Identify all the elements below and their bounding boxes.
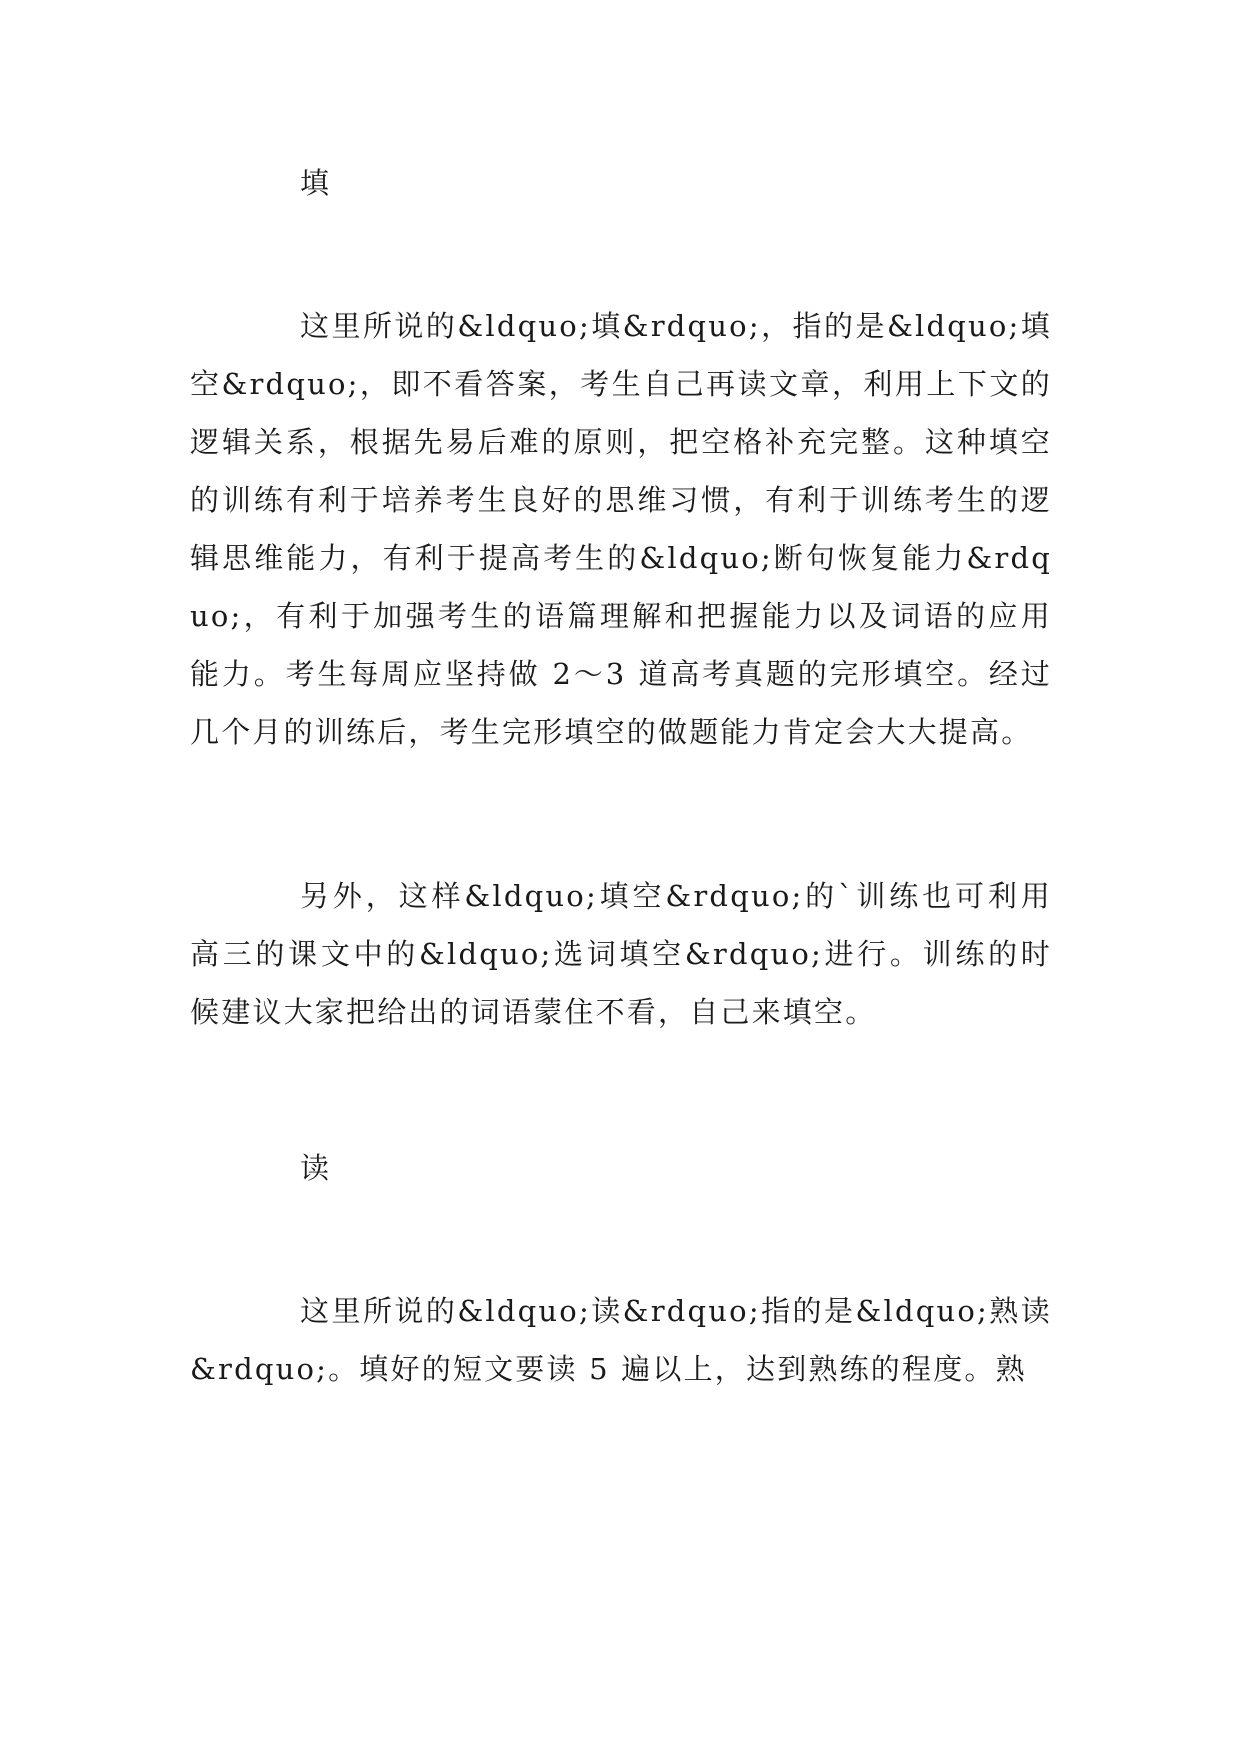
paragraph-fill-extra: 另外，这样&ldquo;填空&rdquo;的`训练也可利用高三的课文中的&ldquo;选词填空&rdquo;进行。训练的时候建议大家把给出的词语蒙住不看，自己来填空。	[190, 879, 1052, 1029]
section-heading-read: 读	[300, 1151, 330, 1185]
paragraph-fill-description: 这里所说的&ldquo;填&rdquo;，指的是&ldquo;填空&rdquo;，即不看答案，考生自己再读文章，利用上下文的逻辑关系，根据先易后难的原则，把空格补充完整。这种填空的训练有利于培养考生良好的思维习惯，有利于训练考生的逻辑思维能力，有利于提高考生的&ldquo;断句恢复能力&rdquo;，有利于加强考生的语篇理解和把握能力以及词语的应用能力。考生每周应坚持做 2～3 道高考真题的完形填空。经过几个月的训练后，考生完形填空的做题能力肯定会大大提高。	[190, 309, 1052, 749]
paragraph-read-description: 这里所说的&ldquo;读&rdquo;指的是&ldquo;熟读&rdquo;。填好的短文要读 5 遍以上，达到熟练的程度。熟	[190, 1294, 1052, 1386]
section-heading-fill: 填	[300, 166, 330, 200]
